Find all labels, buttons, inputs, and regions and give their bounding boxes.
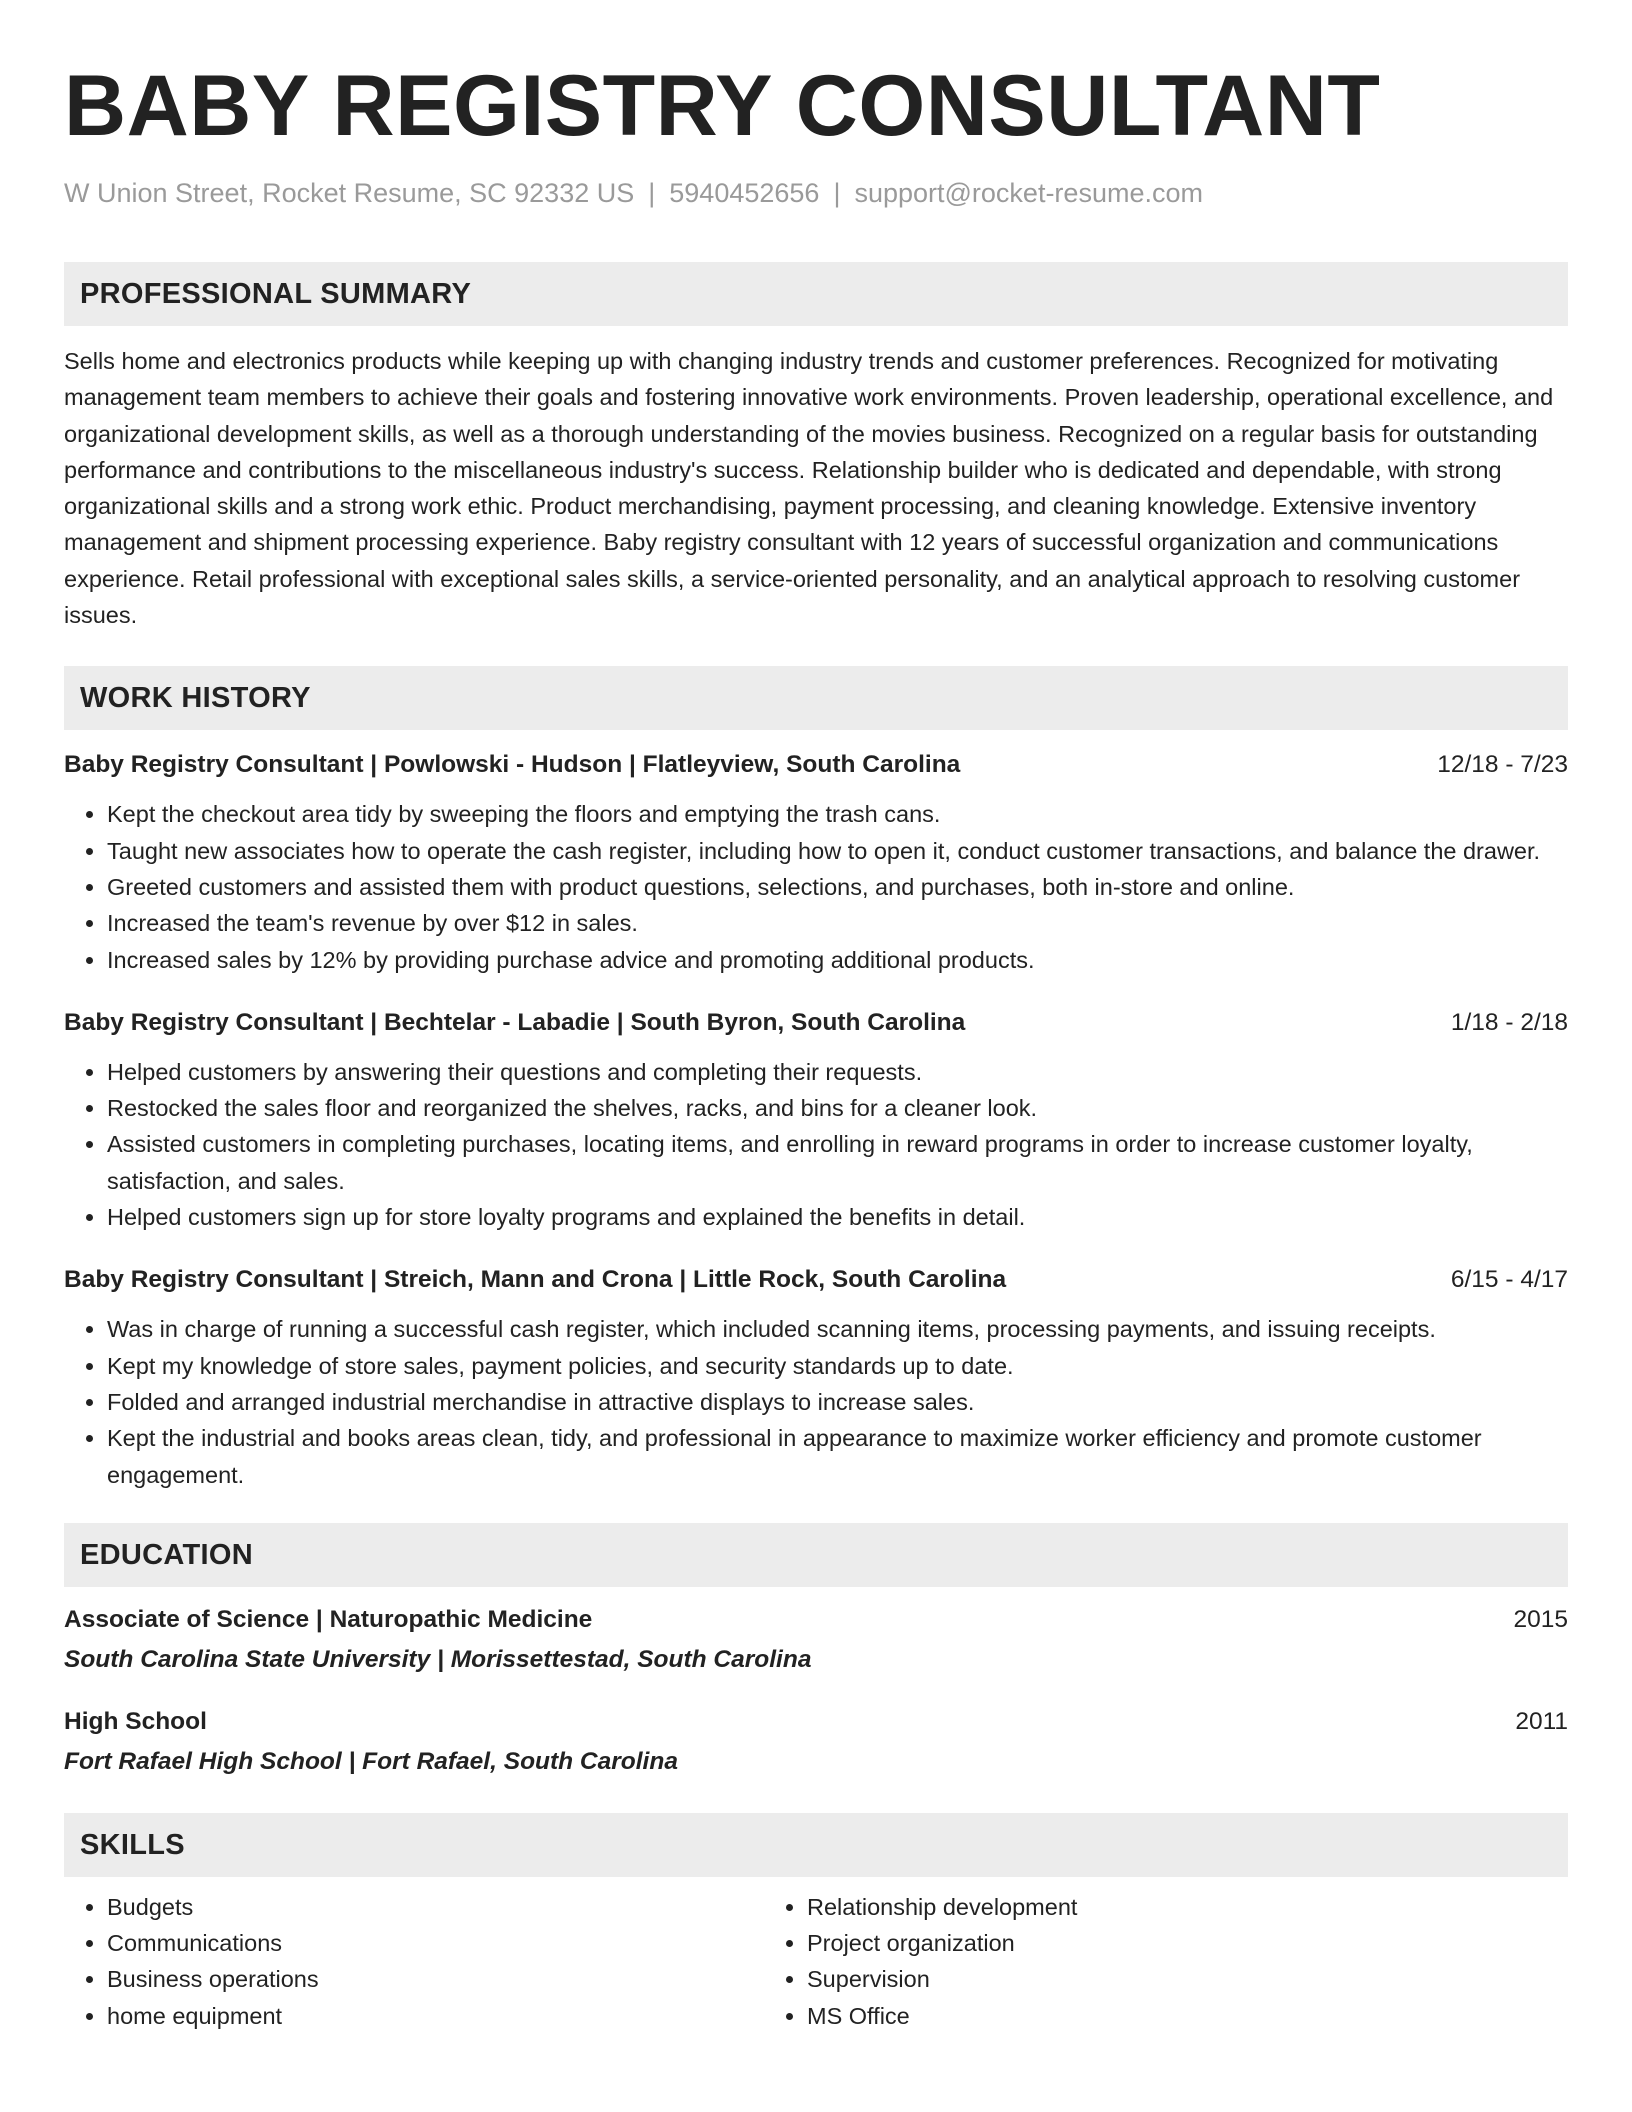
summary-text: Sells home and electronics products while keeping up with changing industry trends and customer preferences. Recognized for motivating management team members to achieve their goals and fostering innovative work environments. Proven leadership, operational excellence, and organizational development skills, as well as a thorough understanding of the movies business. Recognized on a regular basis for outstanding performance and contributions to the miscellaneous industry's success. Relationship builder who is dedicated and dependable, with strong organizational skills and a strong work ethic. Product merchandising, payment processing, and cleaning knowledge. Extensive inventory management and shipment processing experience. Baby registry consultant with 12 years of successful organization and communications experience. Retail professional with exceptional sales skills, a service-oriented personality, and an analytical approach to resolving customer issues. [64, 348, 1554, 629]
job-bullet: • Kept the industrial and books areas clean, tidy, and professional in appearance to maximize worker efficiency and promote customer engagement. [107, 1420, 1568, 1493]
summary-heading: PROFESSIONAL SUMMARY [64, 262, 1568, 326]
skill-item: • Supervision [807, 1961, 1504, 1997]
contact-separator: | [833, 178, 841, 208]
contact-phone: 5940452656 [669, 178, 820, 208]
job-dates: 12/18 - 7/23 [1437, 751, 1568, 779]
job-bullet: • Kept my knowledge of store sales, payment policies, and security standards up to date. [107, 1348, 1568, 1384]
contact-address: W Union Street, Rocket Resume, SC 92332 US [64, 178, 635, 208]
skill-item: • Project organization [807, 1925, 1504, 1961]
skill-item: • Business operations [107, 1961, 764, 1997]
skills-list [64, 1889, 1568, 2034]
job-bullet: • Greeted customers and assisted them with product questions, selections, and purchases, both in-store and online. [107, 869, 1568, 905]
job-bullet: • Taught new associates how to operate the cash register, including how to open it, conduct customer transactions, and balance the drawer. [107, 833, 1568, 869]
contact-email: support@rocket-resume.com [854, 178, 1203, 208]
education-header [64, 1705, 1568, 1739]
job-bullet: • Assisted customers in completing purchases, locating items, and enrolling in reward programs in order to increase customer loyalty, satisfaction, and sales. [107, 1126, 1568, 1199]
job-entry [64, 1263, 1568, 1492]
job-bullets [64, 796, 1568, 977]
contact-line [64, 176, 1568, 210]
graduation-year: 2015 [1513, 1605, 1568, 1633]
skill-item: • Budgets [107, 1889, 764, 1925]
job-bullet: • Helped customers sign up for store loyalty programs and explained the benefits in detail. [107, 1199, 1568, 1235]
job-bullet: • Increased sales by 12% by providing purchase advice and promoting additional products. [107, 942, 1568, 978]
graduation-year: 2011 [1515, 1707, 1568, 1735]
job-entry [64, 1006, 1568, 1235]
job-bullet: • Was in charge of running a successful cash register, which included scanning items, processing payments, and issuing receipts. [107, 1311, 1568, 1347]
school-name: Fort Rafael High School | Fort Rafael, South Carolina [64, 1747, 678, 1775]
job-bullets [64, 1311, 1568, 1492]
skills-heading: SKILLS [64, 1813, 1568, 1877]
job-bullet: • Helped customers by answering their questions and completing their requests. [107, 1054, 1568, 1090]
job-title: Baby Registry Consultant | Bechtelar - Labadie | South Byron, South Carolina [64, 1008, 966, 1036]
job-dates: 1/18 - 2/18 [1450, 1008, 1568, 1036]
job-bullet: • Kept the checkout area tidy by sweeping the floors and emptying the trash cans. [107, 796, 1568, 832]
skill-item: • Communications [107, 1925, 764, 1961]
school-name: South Carolina State University | Morissettestad, South Carolina [64, 1645, 812, 1673]
job-bullet: • Folded and arranged industrial merchandise in attractive displays to increase sales. [107, 1384, 1568, 1420]
job-dates: 6/15 - 4/17 [1450, 1266, 1568, 1294]
job-entry [64, 748, 1568, 977]
skill-item: • Relationship development [807, 1889, 1504, 1925]
education-entry [64, 1705, 1568, 1779]
degree: High School [64, 1707, 207, 1735]
job-bullets [64, 1054, 1568, 1235]
job-header [64, 748, 1568, 782]
job-header [64, 1263, 1568, 1297]
degree: Associate of Science | Naturopathic Medicine [64, 1605, 593, 1633]
job-title: Baby Registry Consultant | Streich, Mann and Crona | Little Rock, South Carolina [64, 1266, 1007, 1294]
candidate-name: BABY REGISTRY CONSULTANT [64, 58, 1381, 154]
skill-item: • home equipment [107, 1998, 764, 2034]
skill-item: • MS Office [807, 1998, 1504, 2034]
contact-separator: | [648, 178, 656, 208]
job-bullet: • Increased the team's revenue by over $12 in sales. [107, 905, 1568, 941]
education-header [64, 1603, 1568, 1637]
skills-column-right [764, 1889, 1504, 2034]
education-heading: EDUCATION [64, 1523, 1568, 1587]
job-title: Baby Registry Consultant | Powlowski - Hudson | Flatleyview, South Carolina [64, 751, 961, 779]
job-header [64, 1006, 1568, 1040]
job-bullet: • Restocked the sales floor and reorganized the shelves, racks, and bins for a cleaner look. [107, 1090, 1568, 1126]
work-history-heading: WORK HISTORY [64, 666, 1568, 730]
education-entry [64, 1603, 1568, 1677]
skills-column-left [64, 1889, 764, 2034]
